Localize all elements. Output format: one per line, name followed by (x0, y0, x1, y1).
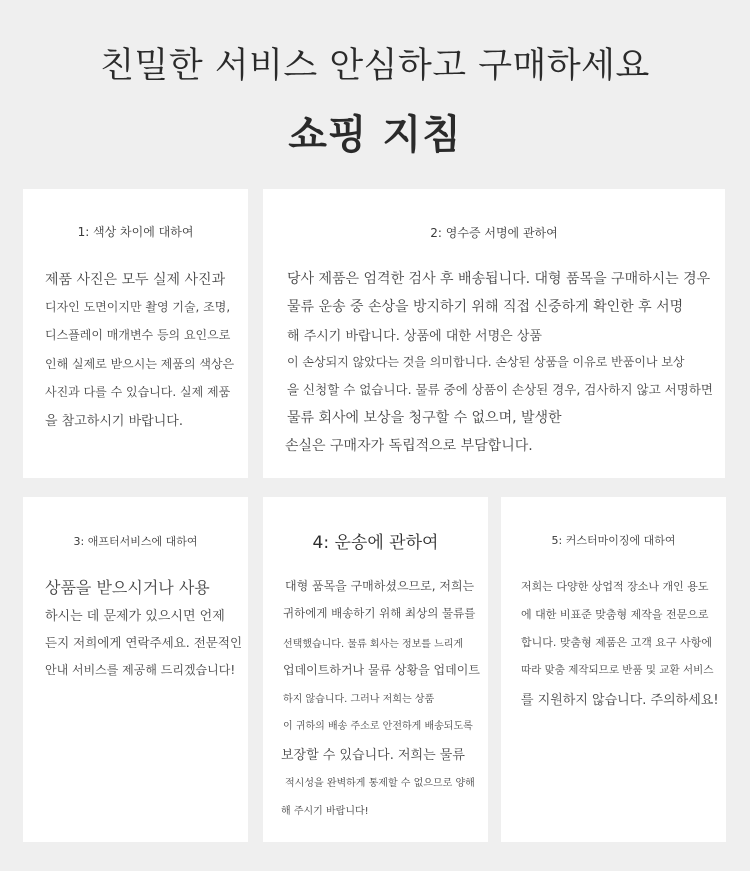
page-title: 쇼핑 지침 (288, 112, 462, 158)
card-text-line: 디자인 도면이지만 촬영 기술, 조명, (45, 300, 231, 314)
card-text-line: 업데이트하거나 물류 상황을 업데이트 (283, 663, 480, 677)
card-title: 2: 영수증 서명에 관하여 (430, 226, 558, 240)
card-customizing (501, 497, 726, 842)
card-title: 3: 애프터서비스에 대하여 (73, 535, 198, 548)
headline: 친밀한 서비스 안심하고 구매하세요 (100, 46, 650, 86)
card-text-line: 안내 서비스를 제공해 드리겠습니다! (45, 663, 236, 677)
card-after-service (23, 497, 248, 842)
card-text-line: 따라 맞춤 제작되므로 반품 및 교환 서비스 (521, 664, 714, 676)
card-text-line: 하시는 데 문제가 있으시면 언제 (45, 609, 225, 624)
card-text-line: 인해 실제로 받으시는 제품의 색상은 (45, 357, 235, 371)
card-text-line: 해 주시기 바랍니다! (281, 806, 369, 817)
card-text-line: 해 주시기 바랍니다. 상품에 대한 서명은 상품 (287, 329, 542, 344)
card-text-line: 에 대한 비표준 맞춤형 제작을 전문으로 (521, 608, 709, 621)
card-text-line: 이 손상되지 않았다는 것을 의미합니다. 손상된 상품을 이유로 반품이나 보상 (287, 355, 685, 369)
card-title: 1: 색상 차이에 대하여 (77, 225, 194, 239)
card-color-difference (23, 189, 248, 478)
card-text-line: 적시성을 완벽하게 통제할 수 없으므로 양해 (285, 778, 475, 789)
card-text-line: 을 신청할 수 없습니다. 물류 중에 상품이 손상된 경우, 검사하지 않고 서명하면 (287, 382, 713, 397)
card-text-line: 이 귀하의 배송 주소로 안전하게 배송되도록 (283, 721, 473, 732)
card-receipt-signature (263, 189, 725, 478)
card-title: 5: 커스터마이징에 대하여 (551, 534, 676, 547)
card-text-line: 손실은 구매자가 독립적으로 부담합니다. (285, 438, 533, 454)
card-text-line: 를 지원하지 않습니다. 주의하세요! (521, 693, 719, 708)
card-text-line: 든지 저희에게 연락주세요. 전문적인 (45, 635, 243, 650)
card-text-line: 대형 품목을 구매하셨으므로, 저희는 (285, 579, 475, 593)
card-text-line: 디스플레이 매개변수 등의 요인으로 (45, 328, 231, 342)
card-shipping (263, 497, 488, 842)
card-text-line: 제품 사진은 모두 실제 사진과 (45, 272, 226, 288)
card-text-line: 물류 운송 중 손상을 방지하기 위해 직접 신중하게 확인한 후 서명 (287, 299, 684, 315)
card-title: 4: 운송에 관하여 (312, 533, 439, 553)
card-text-line: 상품을 받으시거나 사용 (45, 578, 210, 597)
card-text-line: 귀하에게 배송하기 위해 최상의 물류를 (283, 606, 476, 620)
card-text-line: 합니다. 맞춤형 제품은 고객 요구 사항에 (521, 636, 712, 649)
card-text-line: 사진과 다를 수 있습니다. 실제 제품 (45, 385, 231, 399)
card-text-line: 저희는 다양한 상업적 장소나 개인 용도 (521, 580, 709, 593)
card-text-line: 물류 회사에 보상을 청구할 수 없으며, 발생한 (287, 410, 562, 426)
card-text-line: 을 참고하시기 바랍니다. (45, 414, 183, 429)
card-text-line: 선택했습니다. 물류 회사는 정보를 느리게 (283, 639, 464, 650)
card-text-line: 하지 않습니다. 그러나 저희는 상품 (283, 694, 435, 705)
card-text-line: 보장할 수 있습니다. 저희는 물류 (281, 748, 465, 763)
card-text-line: 당사 제품은 엄격한 검사 후 배송됩니다. 대형 품목을 구매하시는 경우 (287, 271, 711, 287)
